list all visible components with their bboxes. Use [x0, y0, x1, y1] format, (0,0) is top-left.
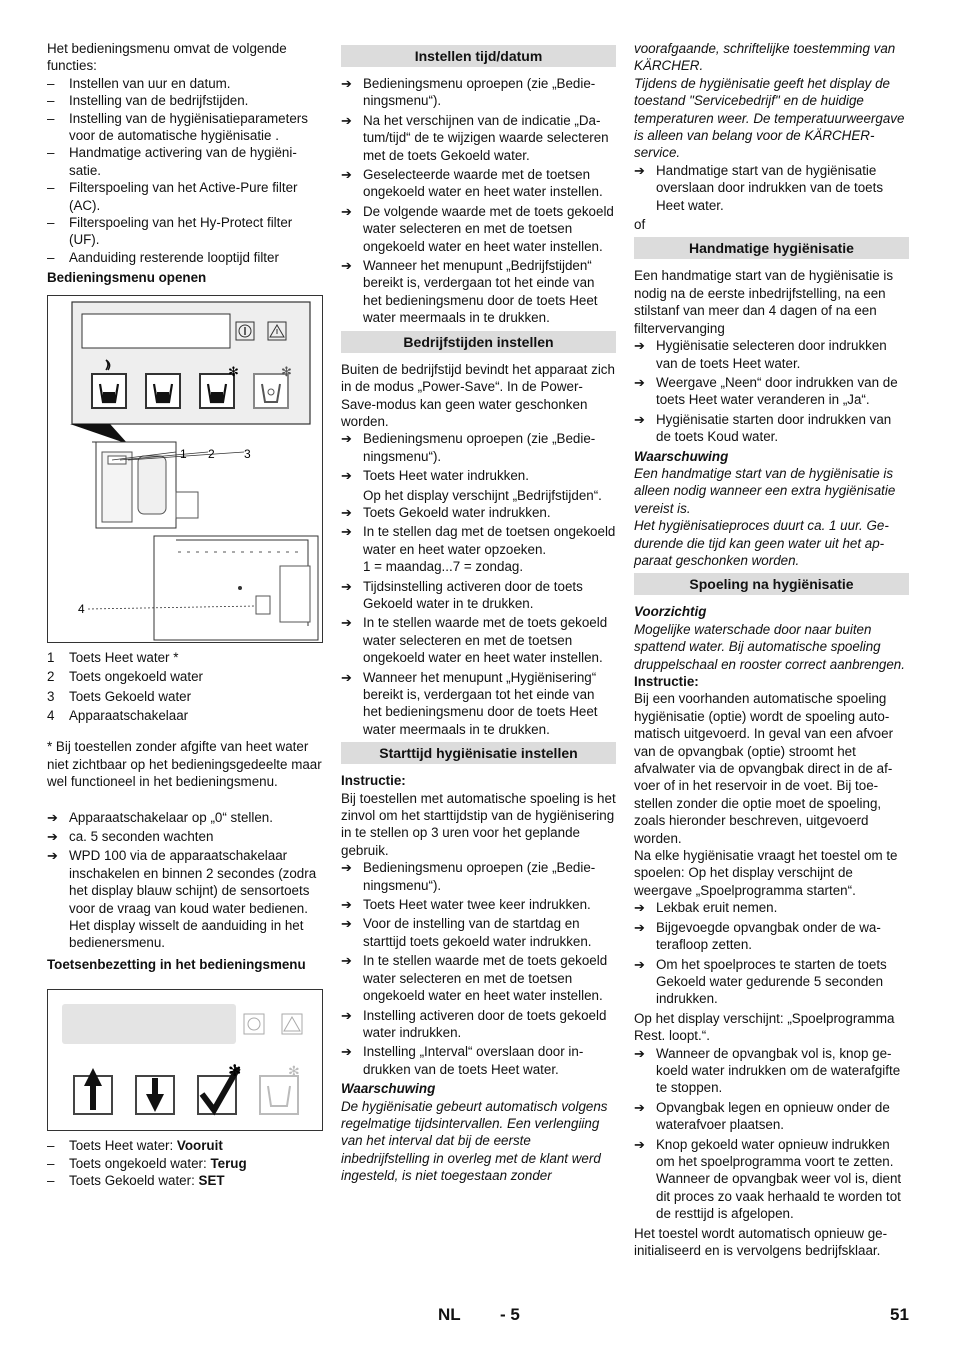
arrow-right-icon: ➔ — [634, 1136, 645, 1152]
arrow-right-icon: ➔ — [341, 258, 352, 274]
figure-legend — [47, 649, 323, 725]
warning-text: De hygiënisatie gebeurt automatisch volgens regelmatige tijdsintervallen. Een verlengiing van het interval dat bij de eerste inbedrijfstelling in overleg met de klant werd ingesteld, is niet toegestaan zonder — [341, 1098, 608, 1184]
list-item: – Toets Gekoeld water: SET — [47, 1173, 225, 1188]
instruction-label: Instructie: — [341, 773, 406, 789]
step-item: ➔ Hygiënisatie selecteren door indrukken van de toets Heet water. — [634, 338, 887, 371]
section-heading: Bedieningsmenu openen — [47, 270, 207, 286]
arrow-right-icon: ➔ — [341, 203, 352, 219]
arrow-right-icon: ➔ — [634, 411, 645, 427]
step-item: ➔ Handmatige start van de hygiënisatie overslaan door indrukken van de toets Heet water. — [634, 162, 884, 213]
step-note: 1 = maandag...7 = zondag. — [363, 559, 524, 575]
page-number: 51 — [890, 1305, 909, 1324]
warning-text-continued: Tijdens de hygiënisatie geeft het display de toestand "Servicebedrijf" en de huidige temperaturen weer. De temperatuurweergave is alleen van belang voor de KÄRCHER-service. — [634, 75, 905, 161]
arrow-right-icon: ➔ — [634, 956, 645, 972]
step-item: ➔ Instelling „Interval“ overslaan door indrukken van de toets Heet water. — [341, 1044, 584, 1077]
back-arrow-icon — [136, 1076, 174, 1114]
key-assignment-figure — [47, 989, 323, 1131]
warning-text: Een handmatige start van de hygiënisatie is alleen nodig wanneer een extra hygiënisatie vereist is. — [634, 465, 896, 516]
list-item: – Instelling van de hygiënisatieparameters voor de automatische hygiënisatie . — [47, 110, 308, 144]
svg-text:1: 1 — [180, 446, 187, 461]
set-checkmark-icon — [198, 1061, 241, 1114]
step-item: ➔ Weergave „Neen“ door indrukken van de toets Heet water veranderen in „Ja“. — [634, 374, 898, 408]
svg-text:4: 4 — [78, 601, 85, 616]
start-steps — [341, 859, 616, 1078]
svg-text:✻: ✻ — [281, 364, 292, 380]
key-assignment-illustration — [48, 990, 322, 1130]
list-item: – Toets Heet water: Vooruit — [47, 1138, 223, 1154]
caution-label: Voorzichtig — [634, 604, 707, 620]
arrow-right-icon: ➔ — [341, 916, 352, 932]
arrow-right-icon: ➔ — [341, 953, 352, 969]
arrow-right-icon: ➔ — [341, 76, 352, 91]
warning-label: Waarschuwing — [634, 448, 729, 464]
column-3 — [634, 40, 909, 1259]
forward-arrow-icon — [74, 1068, 112, 1114]
step-item: ➔ Geselecteerde waarde met de toetsen ongekoeld water en heet water instellen. — [341, 167, 603, 200]
arrow-right-icon: ➔ — [634, 338, 645, 354]
arrow-right-icon: ➔ — [634, 1099, 645, 1115]
intro-text: Het bedieningsmenu omvat de volgende functies: — [47, 41, 287, 74]
list-item: – Filterspoeling van het Hy-Protect filter (UF). — [47, 215, 293, 248]
arrow-right-icon: ➔ — [341, 524, 352, 540]
step-item: ➔ Toets Heet water indrukken. — [341, 468, 529, 484]
language-code: NL — [438, 1305, 461, 1324]
arrow-right-icon: ➔ — [341, 1007, 352, 1023]
warning-icon — [282, 1014, 302, 1034]
caution-text: Mogelijke waterschade door naar buiten spattend water. Bij automatische spoeling druppelschaal en rooster correct aanbrengen. — [634, 621, 905, 672]
section-heading: Bedrijfstijden instellen — [341, 331, 616, 353]
time-steps — [341, 75, 616, 327]
open-menu-steps — [47, 809, 323, 952]
step-item: ➔ Lekbak eruit nemen. — [634, 900, 778, 916]
arrow-right-icon: ➔ — [634, 900, 645, 916]
list-item: – Toets ongekoeld water: Terug — [47, 1155, 247, 1171]
rinse-steps — [634, 899, 909, 1007]
device-figure — [47, 295, 323, 643]
unchilled-water-key-icon — [146, 374, 180, 408]
arrow-right-icon: ➔ — [341, 578, 352, 594]
warning-text-continued: voorafgaande, schriftelijke toestemming van KÄRCHER. — [634, 41, 896, 74]
display-text: Op het display verschijnt: „Spoelprogramma Rest. loopt.“. — [634, 1010, 895, 1044]
arrow-right-icon: ➔ — [341, 468, 352, 484]
step-item: ➔ Toets Heet water twee keer indrukken. — [341, 897, 591, 913]
arrow-right-icon: ➔ — [634, 374, 645, 390]
warning-text: Het hygiënisatieproces duurt ca. 1 uur. Gedurende die tijd kan geen water uit het apparaat geschonken worden. — [634, 518, 889, 568]
info-icon — [244, 1014, 264, 1034]
column-1 — [47, 40, 323, 1189]
step-note: Op het display verschijnt „Bedrijfstijden“. — [363, 487, 602, 503]
arrow-right-icon: ➔ — [341, 860, 352, 876]
hours-intro: Buiten de bedrijfstijd bevindt het apparaat zich in de modus „Power-Save“. In de Power-Save-modus kan geen water geschonken worden. — [341, 361, 615, 429]
step-item: ➔ Bijgevoegde opvangbak onder de waterafloop zetten. — [634, 919, 881, 953]
section-heading: Starttijd hygiënisatie instellen — [341, 742, 616, 764]
list-item: – Filterspoeling van het Active-Pure filter (AC). — [47, 180, 298, 213]
step-item: ➔ In te stellen waarde met de toets gekoeld water selecteren en met de toetsen ongekoeld water en heet water instellen. — [341, 615, 608, 666]
arrow-right-icon: ➔ — [47, 809, 58, 825]
arrow-right-icon: ➔ — [341, 112, 352, 128]
list-item: 2 Toets ongekoeld water — [47, 669, 203, 685]
step-item: ➔ Bedieningsmenu oproepen (zie „Bedieningsmenu“). — [341, 431, 596, 464]
arrow-right-icon: ➔ — [341, 167, 352, 183]
local-page-number: - 5 — [500, 1305, 520, 1324]
manual-intro: Een handmatige start van de hygiënisatie is nodig na de eerste inbedrijfstelling, na een stilstanf van meer dan 4 dagen of na een filtervervanging — [634, 268, 894, 336]
step-item: ➔ De volgende waarde met de toets gekoeld water selecteren en met de toetsen ongekoeld water en heet water instellen. — [341, 203, 614, 254]
svg-text:2: 2 — [208, 446, 215, 461]
section-heading: Spoeling na hygiënisatie — [634, 573, 909, 595]
list-item: – Aanduiding resterende looptijd filter — [47, 249, 279, 265]
step-item: ➔ Wanneer de opvangbak vol is, knop gekoeld water indrukken om de waterafgifte te stoppen. — [634, 1045, 901, 1096]
step-item: ➔ Opvangbak legen en opnieuw onder de waterafvoer plaatsen. — [634, 1099, 890, 1133]
step-item: ➔ Na het verschijnen van de indicatie „Datum/tijd“ de te wijzigen waarde selecteren met de toets Gekoeld water. — [341, 112, 609, 163]
key-list — [47, 1137, 323, 1189]
arrow-right-icon: ➔ — [47, 828, 58, 844]
arrow-right-icon: ➔ — [341, 615, 352, 631]
step-item: ➔ Voor de instelling van de startdag en starttijd toets gekoeld water indrukken. — [341, 916, 592, 949]
step-item: ➔ Apparaatschakelaar op „0“ stellen. — [47, 809, 273, 825]
section-heading: Instellen tijd/datum — [341, 45, 616, 67]
step-item: ➔ Hygiënisatie starten door indrukken van de toets Koud water. — [634, 411, 892, 445]
column-2 — [341, 40, 616, 1185]
function-list — [47, 75, 323, 266]
instruction-label: Instructie: — [634, 674, 699, 689]
arrow-right-icon: ➔ — [634, 162, 645, 178]
step-item: ➔ Wanneer het menupunt „Bedrijfstijden“ bereikt is, verdergaan tot het einde van het bedieningsmenu door de toets Heet water meermaals in te drukken. — [341, 258, 598, 326]
step-item: ➔ Bedieningsmenu oproepen (zie „Bedieningsmenu“). — [341, 860, 596, 893]
sparkling-key-icon — [260, 1064, 300, 1114]
section-heading: Handmatige hygiënisatie — [634, 237, 909, 259]
svg-text:3: 3 — [244, 446, 251, 461]
svg-text:✻: ✻ — [288, 1064, 300, 1081]
step-item: ➔ ca. 5 seconden wachten — [47, 828, 214, 844]
step-item: ➔ Instelling activeren door de toets gekoeld water indrukken. — [341, 1007, 607, 1040]
svg-text:✻: ✻ — [228, 1061, 242, 1081]
step-item: ➔ Bedieningsmenu oproepen (zie „Bedieningsmenu“). — [341, 76, 596, 109]
list-item: – Handmatige activering van de hygiënisatie. — [47, 145, 297, 178]
list-item: – Instelling van de bedrijfstijden. — [47, 93, 249, 109]
list-item: 4 Apparaatschakelaar — [47, 707, 189, 723]
arrow-right-icon: ➔ — [47, 848, 58, 864]
list-item: 3 Toets Gekoeld water — [47, 688, 192, 704]
step-item: ➔ WPD 100 via de apparaatschakelaar inschakelen en binnen 2 secondes (zodra het display blauw schijnt) de sensortoets voor de vraag van koud water bedienen. Het display wisselt de aanduiding in het bedienersmenu. — [47, 848, 317, 951]
final-text: Het toestel wordt automatisch opnieuw geinitialiseerd en is vervolgens bedrijfsklaar. — [634, 1225, 888, 1258]
svg-text:✻: ✻ — [228, 364, 239, 380]
step-item: ➔ Tijdsinstelling activeren door de toets Gekoeld water in te drukken. — [341, 578, 583, 611]
list-item: – Instellen van uur en datum. — [47, 75, 231, 91]
step-item: ➔ Om het spoelproces te starten de toets Gekoeld water gedurende 5 seconden indrukken. — [634, 956, 887, 1007]
instruction-text: Bij toestellen met automatische spoeling is het zinvol om het starttijdstip van de hygiënisering in te stellen op 3 uren voor het geplande gebruik. — [341, 790, 616, 858]
footnote: * Bij toestellen zonder afgifte van heet water niet zichtbaar op het bedieningsgedeelte maar wel functioneel in het bedieningsmenu. — [47, 739, 322, 790]
section-heading: Toetsenbezetting in het bedieningsmenu — [47, 956, 306, 972]
warning-label: Waarschuwing — [341, 1081, 436, 1097]
step-item: ➔ Wanneer het menupunt „Hygiënisering“ bereikt is, verdergaan tot het einde van het bedieningsmenu door de toets Heet water meermaals in te drukken. — [341, 669, 598, 737]
arrow-right-icon: ➔ — [341, 431, 352, 447]
step-item: ➔ Knop gekoeld water opnieuw indrukken om het spoelprogramma voort te zetten. Wanneer de opvangbak weer vol is, dient dit proces zo vaak herhaald te worden tot de resttijd is afgelopen. — [634, 1136, 902, 1222]
manual-steps — [634, 337, 909, 445]
step-item: ➔ In te stellen waarde met de toets gekoeld water selecteren en met de toetsen ongekoeld water en heet water instellen. — [341, 953, 608, 1004]
step-item: ➔ Toets Gekoeld water indrukken. — [341, 504, 551, 520]
device-illustration — [48, 296, 322, 642]
arrow-right-icon: ➔ — [341, 1044, 352, 1060]
arrow-right-icon: ➔ — [341, 504, 352, 520]
or-text: of — [634, 217, 646, 233]
after-text: Na elke hygiënisatie vraagt het toestel om te spoelen: Op het display verschijnt de weergave „Spoelprogramma starten“. — [634, 848, 898, 898]
rinse-steps-2 — [634, 1045, 909, 1223]
step-item: ➔ In te stellen dag met de toetsen ongekoeld water en heet water opzoeken. — [341, 524, 616, 557]
list-item: 1 Toets Heet water * — [47, 649, 179, 665]
arrow-right-icon: ➔ — [341, 897, 352, 913]
arrow-right-icon: ➔ — [341, 669, 352, 685]
arrow-right-icon: ➔ — [634, 1045, 645, 1061]
arrow-right-icon: ➔ — [634, 919, 645, 935]
instruction-text: Bij een voorhanden automatische spoeling hygiënisatie (optie) wordt de spoeling automatisch uitgevoerd. In geval van een afvoer van de opvangbak (optie) stroomt het afvalwater via de opvangbak direct in de afvoer of in het reservoir in de voet. Bij toestellen zonder die optie moet de spoeling, zoals hieronder beschreven, uitgevoerd worden. — [634, 691, 894, 846]
